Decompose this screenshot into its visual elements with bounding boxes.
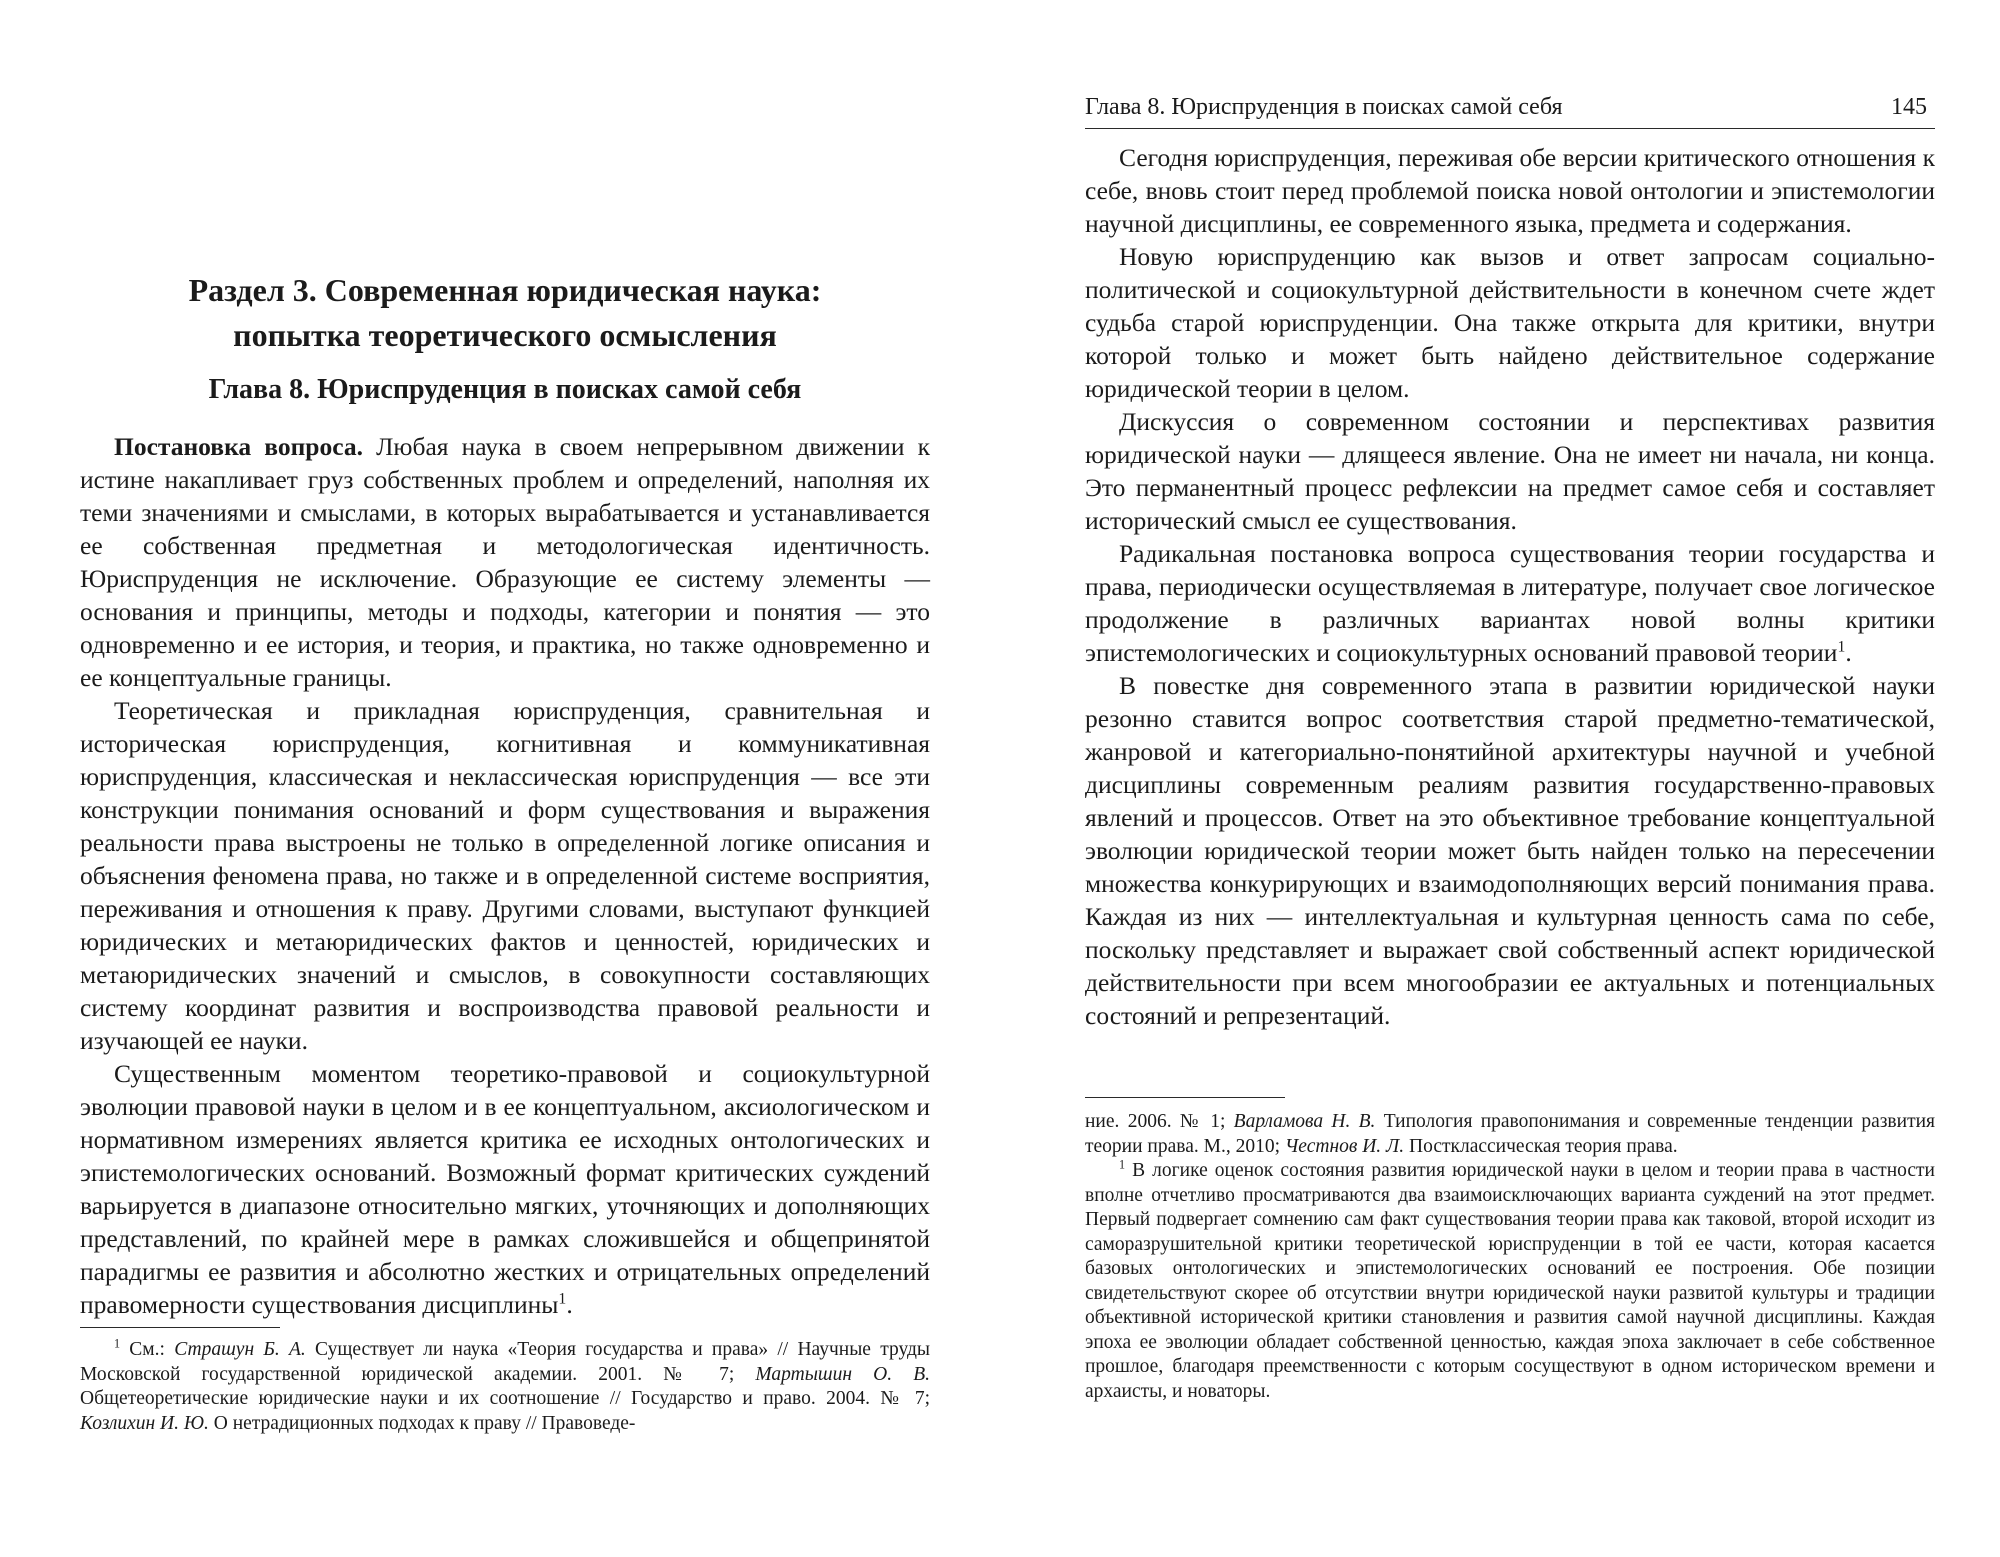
paragraph: Дискуссия о современном состоянии и перспективах развития юридической науки — длящееся явление. Она не имеет ни начала, ни конца. Это перманентный процесс рефлексии на предмет самое себя и составляет исторический смысл ее существования. — [1085, 407, 1935, 535]
footnote-rule — [1085, 1097, 1285, 1098]
footnote-text: ние. 2006. № 1; — [1085, 1111, 1234, 1132]
paragraph-text: Любая наука в своем непрерывном движении к истине накапливает груз собственных проблем и определений, наполняя их теми значениями и смыслами, в которых вырабатывается и устанавливается ее собственная предметная и методологическая идентичность. Юриспруденция не исключение. Образующие ее систему элементы — основания и принципы, методы и подходы, категории и понятия — это одновременно и ее история, и теория, и практика, но также одновременно и ее концептуальные границы. — [80, 432, 930, 692]
left-footnotes — [80, 1338, 930, 1436]
footnote-text: Типология правопонимания и современные тенденции развития теории права. М., 2010; — [1085, 1111, 1935, 1157]
page-number: 145 — [1891, 94, 1927, 120]
footnote-reference: 1 — [558, 1290, 567, 1308]
footnote-text: Существует ли наука «Теория государства и права» // Научные труды Московской государственной юридической академии. 2001. № 7; — [80, 1339, 931, 1385]
right-footnotes — [1085, 1110, 1935, 1404]
paragraph-lead: Постановка вопроса. — [114, 432, 363, 461]
paragraph — [80, 430, 930, 694]
running-head — [1085, 92, 1935, 129]
paragraph: Теоретическая и прикладная юриспруденция, сравнительная и историческая юриспруденция, когнитивная и коммуникативная юриспруденция, классическая и неклассическая юриспруденция — все эти конструкции понимания оснований и форм существования и выражения реальности права выстроены не только в определенной логике описания и объяснения феномена права, но также и в определенной системе восприятия, переживания и отношения к праву. Другими словами, выступают функцией юридических и метаюридических фактов и ценностей, юридических и метаюридических значений и смыслов, в совокупности составляющих систему координат развития и воспроизводства правовой реальности и изучающей ее науки. — [80, 696, 930, 1055]
paragraph: Новую юриспруденцию как вызов и ответ запросам социально-политической и социокультурной действительности в конечном счете ждет судьба старой юриспруденции. Она также открыта для критики, внутри которой только и может быть найдено действительное содержание юридической теории в целом. — [1085, 242, 1935, 403]
footnote-text: Общетеоретические юридические науки и их соотношение // Государство и право. 2004. № 7; — [80, 1388, 930, 1409]
footnote-continuation — [1085, 1110, 1935, 1159]
section-heading-line2: попытка теоретического осмысления — [233, 317, 777, 353]
footnote-mark: 1 — [1119, 1157, 1126, 1172]
footnote-author: Козлихин И. Ю. — [80, 1412, 209, 1434]
footnote-author: Варламова Н. В. — [1233, 1111, 1376, 1132]
footnote-author: Страшун Б. А. — [174, 1339, 306, 1360]
paragraph: В повестке дня современного этапа в развитии юридической науки резонно ставится вопрос соответствия старой предметно-тематической, жанровой и категориально-понятийной архитектуры научной и учебной дисциплины современным реалиям развития государственно-правовых явлений и процессов. Ответ на это объективное требование концептуальной эволюции юридической теории может быть найден только на пересечении множества конкурирующих и взаимодополняющих версий понимания права. Каждая из них — интеллектуальная и культурная ценность сама по себе, поскольку представляет и выражает свой собственный аспект юридической действительности при всем многообразии ее актуальных и потенциальных состояний и репрезентаций. — [1085, 671, 1935, 1030]
paragraph: Сегодня юриспруденция, переживая обе версии критического отношения к себе, вновь стоит перед проблемой поиска новой онтологии и эпистемологии научной дисциплины, ее современного языка, предмета и содержания. — [1085, 143, 1935, 238]
footnote-author: Мартышин О. В. — [755, 1363, 930, 1385]
chapter-heading: Глава 8. Юриспруденция в поисках самой себя — [208, 374, 802, 405]
paragraph: Радикальная постановка вопроса существования теории государства и права, периодически осуществляемая в литературе, получает свое логическое продолжение в различных вариантах новой волны критики эпистемологических и социокультурных оснований правовой теории$^1$. — [1085, 539, 1935, 667]
footnote-text: В логике оценок состояния развития юридической науки в целом и теории права в частности вполне отчетливо просматриваются два взаимоисключающих варианта суждений на этот предмет. Первый подвергает сомнению сам факт существования теории права как таковой, второй исходит из саморазрушительной критики теоретической юриспруденции в той ее части, которая касается базовых онтологических и эпистемологических оснований ее построения. Обе позиции свидетельствуют скорее об отсутствии внутри юридической науки развитой культуры и традиции объективной исторической критики становления и развития самой научной дисциплины. Каждая эпоха ее эволюции обладает собственной ценностью, каждая эпоха заключает в себе собственное прошлое, благодаря преемственности с которым сосуществуют в одном историческом времени и архаисты, и новаторы. — [1085, 1160, 1935, 1402]
footnote — [1085, 1159, 1935, 1404]
footnote-text: См.: — [120, 1339, 175, 1360]
footnote-author: Честнов И. Л. — [1284, 1135, 1405, 1157]
paragraph: Существенным моментом теоретико-правовой и социокультурной эволюции правовой науки в целом и в ее концептуальном, аксиологическом и нормативном измерениях является критика ее исходных онтологических и эпистемологических оснований. Возможный формат критических суждений варьируется в диапазоне относительно мягких, уточняющих и дополняющих представлений, по крайней мере в рамках сложившейся и общепринятой парадигмы ее развития и абсолютно жестких и отрицательных определений правомерности существования дисциплины$^1$. — [80, 1059, 930, 1319]
footnote-text: Постклассическая теория права. — [1404, 1135, 1678, 1157]
left-body-text — [80, 430, 930, 1321]
footnote-text: О нетрадиционных подходах к праву // Правоведе- — [208, 1412, 636, 1434]
section-heading-line1: Раздел 3. Современная юридическая наука: — [188, 272, 822, 308]
running-head-title: Глава 8. Юриспруденция в поисках самой себя — [1085, 94, 1563, 120]
footnote — [80, 1338, 930, 1436]
section-heading — [80, 268, 930, 358]
footnote-reference: 1 — [1837, 638, 1846, 656]
footnote-rule — [80, 1327, 280, 1328]
right-body-text — [1085, 141, 1935, 1032]
footnote-mark: 1 — [114, 1336, 121, 1351]
paragraph-text: Радикальная постановка вопроса существования теории государства и права, периодически осуществляемая в литературе, получает свое логическое продолжение в различных вариантах новой волны критики эпистемологических и социокультурных оснований правовой теории — [1085, 539, 1935, 667]
paragraph-text: Существенным моментом теоретико-правовой и социокультурной эволюции правовой науки в целом и в ее концептуальном, аксиологическом и нормативном измерениях является критика ее исходных онтологических и эпистемологических оснований. Возможный формат критических суждений варьируется в диапазоне относительно мягких, уточняющих и дополняющих представлений, по крайней мере в рамках сложившейся и общепринятой парадигмы ее развития и абсолютно жестких и отрицательных определений правомерности существования дисциплины — [80, 1059, 930, 1319]
